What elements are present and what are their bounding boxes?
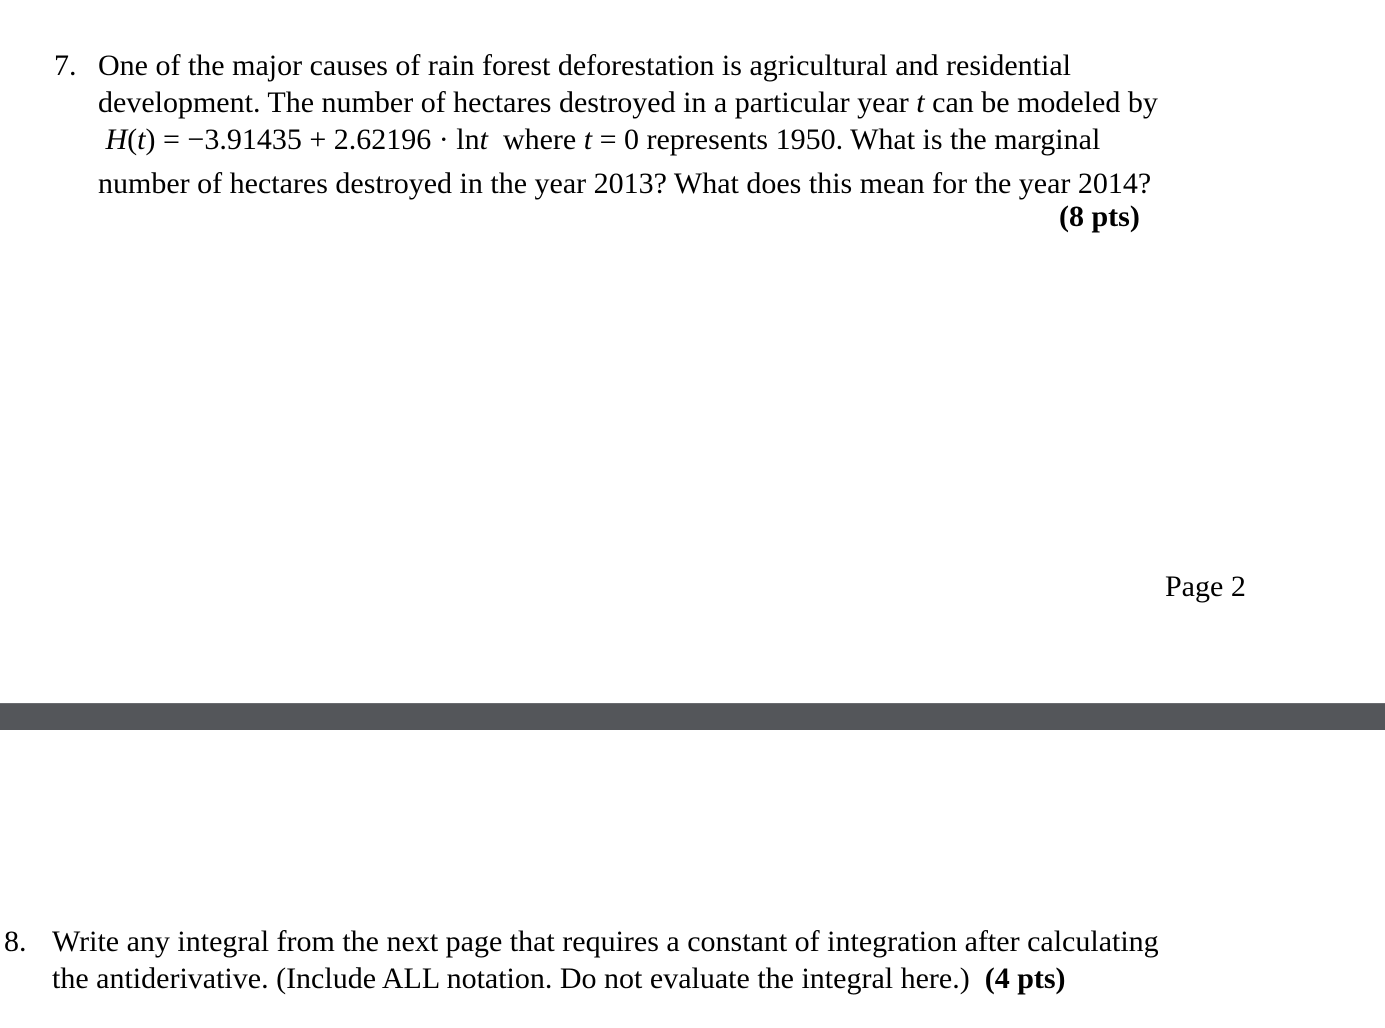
equation-where: where (487, 123, 584, 156)
question-7 (54, 47, 1294, 202)
model-equation (98, 121, 1294, 158)
equation-variable-t: t (137, 123, 146, 156)
question-8-number: 8. (4, 925, 27, 958)
question-8 (4, 923, 1304, 997)
equation-paren: ( (127, 123, 138, 156)
equation-body: ) = −3.91435 + 2.62196 · ln (145, 123, 480, 156)
question-8-points: (4 pts) (984, 962, 1066, 995)
equation-tail: = 0 represents 1950. What is the marginal (592, 123, 1101, 156)
question-7-number: 7. (54, 49, 77, 82)
question-7-line-1: One of the major causes of rain forest deforestation is agricultural and residential (98, 49, 1071, 82)
question-8-line-1: Write any integral from the next page that requires a constant of integration after calculating (52, 925, 1159, 958)
question-7-text (98, 47, 1294, 202)
question-7-line-2 (98, 84, 1294, 121)
question-7-line-4: number of hectares destroyed in the year 2013? What does this mean for the year 2014? (98, 167, 1152, 200)
question-8-line-2 (52, 960, 1304, 997)
variable-t: t (916, 86, 925, 119)
question-7-points: (8 pts) (1059, 200, 1140, 233)
question-7-line-2-end: can be modeled by (924, 86, 1158, 119)
equation-variable-t-ln: t (479, 123, 488, 156)
question-8-line-2-text: the antiderivative. (Include ALL notation. Do not evaluate the integral here.) (52, 962, 985, 995)
question-7-line-2-text: development. The number of hectares destroyed in a particular year (98, 86, 917, 119)
equation-variable-t-zero: t (583, 123, 593, 156)
question-8-text (52, 923, 1304, 997)
equation-function-h: H (105, 123, 128, 156)
page-separator (0, 703, 1385, 730)
page-number-label: Page 2 (1165, 570, 1246, 603)
